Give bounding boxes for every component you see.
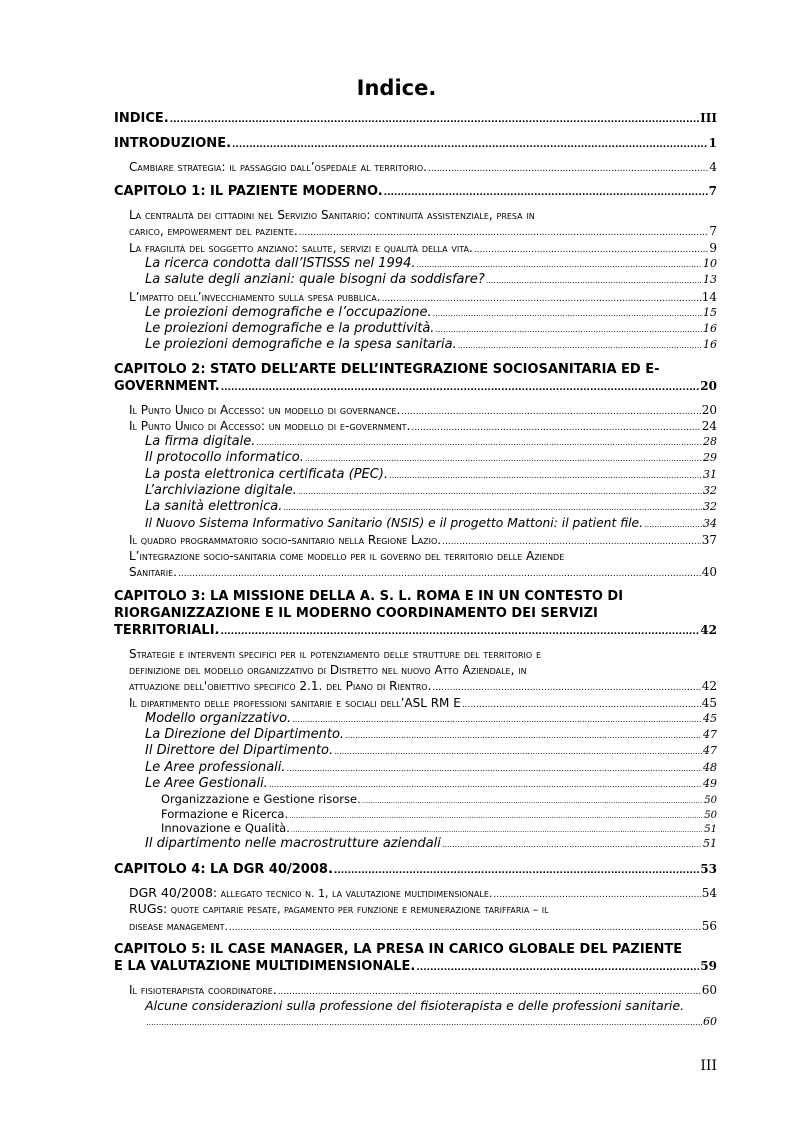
toc-entry-title-cont: GOVERNMENT. bbox=[114, 379, 220, 394]
table-of-contents bbox=[114, 0, 717, 1040]
toc-entry-title-sc: quote capitarie pesate, pagamento per funzione e remunerazione tariffaria – il bbox=[167, 903, 549, 916]
toc-entry-page: 51 bbox=[704, 824, 717, 835]
toc-entry-page: 42 bbox=[701, 679, 717, 693]
toc-entry[interactable] bbox=[114, 207, 717, 241]
toc-entry[interactable] bbox=[114, 159, 717, 177]
toc-entry-page: 40 bbox=[701, 565, 717, 579]
toc-entry[interactable] bbox=[114, 901, 717, 936]
toc-entry-title: CAPITOLO 3: LA MISSIONE DELLA A. S. L. ROMA E IN UN CONTESTO DI bbox=[114, 589, 624, 604]
toc-entry-title: Le Aree professionali. bbox=[145, 760, 286, 775]
toc-entry-title: L’integrazione socio-sanitaria come modello per il governo del territorio delle Aziende bbox=[129, 549, 565, 563]
toc-entry-title: La Direzione del Dipartimento. bbox=[145, 727, 345, 742]
toc-entry-title: La salute degli anziani: quale bisogni da soddisfare? bbox=[145, 272, 485, 287]
toc-entry[interactable] bbox=[114, 483, 717, 500]
toc-entry-title: CAPITOLO 4: LA DGR 40/2008. bbox=[114, 862, 333, 877]
toc-entry[interactable] bbox=[114, 361, 717, 397]
toc-entry-title: Il Nuovo Sistema Informativo Sanitario (NSIS) e il progetto Mattoni: il patient file. bbox=[145, 516, 644, 530]
toc-entry-title-cont: definizione del modello organizzativo di Distretto nel nuovo Atto Aziendale, in bbox=[129, 663, 527, 677]
toc-entry[interactable] bbox=[114, 588, 717, 641]
toc-entry[interactable] bbox=[114, 941, 717, 977]
toc-entry-title: Innovazione e Qualità. bbox=[161, 821, 290, 835]
toc-entry-page: 60 bbox=[703, 1015, 717, 1028]
toc-entry[interactable] bbox=[114, 499, 717, 516]
toc-entry[interactable] bbox=[114, 760, 717, 777]
toc-entry-page: 51 bbox=[703, 837, 717, 850]
toc-entry-page: 48 bbox=[703, 761, 717, 774]
toc-entry-page: 50 bbox=[704, 810, 717, 821]
toc-entry-title: Il dipartimento nelle macrostrutture aziendali bbox=[145, 836, 441, 851]
toc-entry[interactable] bbox=[114, 434, 717, 451]
toc-entry-title: Le proiezioni demografiche e la spesa sanitaria. bbox=[145, 337, 457, 352]
toc-entry-title: Il dipartimento delle professioni sanitarie e sociali dell’ASL RM E bbox=[129, 696, 461, 710]
toc-entry-page: 28 bbox=[703, 435, 717, 448]
toc-entry[interactable] bbox=[114, 183, 717, 202]
toc-entry-title: INTRODUZIONE. bbox=[114, 136, 232, 151]
toc-entry-page: 4 bbox=[709, 160, 717, 174]
toc-entry-title: Cambiare strategia: il passaggio dall’ospedale al territorio. bbox=[129, 160, 427, 174]
toc-entry-title: CAPITOLO 5: IL CASE MANAGER, LA PRESA IN CARICO GLOBALE DEL PAZIENTE bbox=[114, 942, 683, 957]
toc-entry-title: Il Punto Unico di Accesso: un modello di governance. bbox=[129, 403, 401, 417]
toc-entry[interactable] bbox=[114, 727, 717, 744]
toc-entry-page: 34 bbox=[703, 517, 717, 530]
toc-entry[interactable] bbox=[114, 450, 717, 467]
toc-entry-page: 47 bbox=[703, 728, 717, 741]
toc-entry-title-cont: carico, empowerment del paziente. bbox=[129, 224, 298, 238]
page-title: Indice. bbox=[356, 76, 437, 100]
toc-entry-title: Organizzazione e Gestione risorse. bbox=[161, 792, 361, 806]
toc-entry[interactable] bbox=[114, 135, 717, 154]
toc-entry-page: 54 bbox=[701, 886, 717, 900]
toc-entry[interactable] bbox=[114, 646, 717, 696]
toc-entry-page: 42 bbox=[700, 623, 717, 637]
toc-entry-page: 29 bbox=[703, 451, 717, 464]
toc-entry-title-cont: E LA VALUTAZIONE MULTIDIMENSIONALE. bbox=[114, 959, 416, 974]
toc-entry-title-cont: attuazione dell'obiettivo specifico 2.1. del Piano di Rientro. bbox=[129, 679, 432, 693]
toc-entry[interactable] bbox=[114, 548, 717, 582]
toc-entry-title-cont: RIORGANIZZAZIONE E IL MODERNO COORDINAMENTO DEI SERVIZI bbox=[114, 606, 598, 621]
toc-entry-page: 10 bbox=[703, 257, 717, 270]
toc-entry-title: Formazione e Ricerca. bbox=[161, 807, 289, 821]
toc-entry-title: CAPITOLO 1: IL PAZIENTE MODERNO. bbox=[114, 184, 383, 199]
toc-entry[interactable] bbox=[114, 743, 717, 760]
toc-entry-page: 7 bbox=[708, 184, 717, 198]
toc-entry-page: 49 bbox=[703, 777, 717, 790]
toc-entry-page: III bbox=[700, 111, 717, 125]
toc-entry-title: Le proiezioni demografiche e la produttività. bbox=[145, 321, 435, 336]
toc-entry-title: Il Punto Unico di Accesso: un modello di e-government. bbox=[129, 419, 411, 433]
toc-entry-page: 37 bbox=[701, 533, 717, 547]
toc-entry-title bbox=[129, 885, 492, 902]
toc-entry-page: 16 bbox=[703, 322, 717, 335]
toc-entry-page: 16 bbox=[703, 338, 717, 351]
toc-entry-title: Il fisioterapista coordinatore. bbox=[129, 983, 277, 997]
toc-entry[interactable] bbox=[114, 110, 717, 129]
toc-entry[interactable] bbox=[114, 467, 717, 484]
toc-entry-page: 32 bbox=[703, 500, 717, 513]
toc-entry-page: 13 bbox=[703, 273, 717, 286]
toc-entry-title: Il quadro programmatorio socio-sanitario nella Regione Lazio. bbox=[129, 533, 442, 547]
toc-entry-title: L’impatto dell’invecchiamento sulla spesa pubblica. bbox=[129, 290, 381, 304]
toc-entry-title: Strategie e interventi specifici per il potenziamento delle strutture del territorio e bbox=[129, 647, 542, 661]
toc-entry[interactable] bbox=[114, 861, 717, 880]
toc-entry[interactable] bbox=[114, 337, 717, 354]
toc-entry-title: Modello organizzativo. bbox=[145, 711, 292, 726]
toc-entry-title-cont: disease management. bbox=[129, 920, 229, 933]
toc-entry-page: 7 bbox=[709, 224, 717, 238]
toc-entry-title: La ricerca condotta dall’ISTISSS nel 1994. bbox=[145, 256, 416, 271]
toc-entry-page: 20 bbox=[701, 403, 717, 417]
toc-entry-page: 24 bbox=[701, 419, 717, 433]
toc-entry-page: 32 bbox=[703, 484, 717, 497]
page-number: III bbox=[700, 1058, 717, 1074]
toc-entry-title: Alcune considerazioni sulla professione del fisioterapista e delle professioni sanitarie. bbox=[145, 998, 685, 1013]
toc-entry-page: 14 bbox=[701, 290, 717, 304]
toc-entry[interactable] bbox=[114, 836, 717, 853]
toc-entry-page: 47 bbox=[703, 744, 717, 757]
toc-entry-page: 31 bbox=[703, 468, 717, 481]
toc-entry-page: 45 bbox=[703, 712, 717, 725]
toc-entry-title-main: DGR 40/2008: bbox=[129, 885, 218, 900]
toc-entry[interactable] bbox=[114, 305, 717, 322]
toc-entry-title: Il protocollo informatico. bbox=[145, 450, 304, 465]
toc-entry-page: 59 bbox=[700, 959, 717, 973]
toc-entry-page: 15 bbox=[703, 306, 717, 319]
toc-entry[interactable] bbox=[114, 321, 717, 338]
toc-entry-title: La posta elettronica certificata (PEC). bbox=[145, 467, 389, 482]
toc-entry-title-cont: TERRITORIALI. bbox=[114, 623, 220, 638]
toc-entry[interactable] bbox=[114, 998, 717, 1031]
toc-entry[interactable] bbox=[114, 256, 717, 273]
toc-entry[interactable] bbox=[114, 272, 717, 289]
toc-entry-title-cont: Sanitarie. bbox=[129, 565, 177, 579]
toc-entry-title bbox=[129, 901, 717, 918]
toc-entry-page: 20 bbox=[700, 379, 717, 393]
toc-entry-title-main: RUGs: bbox=[129, 901, 168, 916]
toc-entry[interactable] bbox=[114, 711, 717, 728]
toc-entry-title: La firma digitale. bbox=[145, 434, 256, 449]
toc-entry-title: Il Direttore del Dipartimento. bbox=[145, 743, 334, 758]
toc-entry-title: CAPITOLO 2: STATO DELL’ARTE DELL’INTEGRAZIONE SOCIOSANITARIA ED E- bbox=[114, 362, 660, 377]
toc-entry[interactable] bbox=[114, 515, 717, 533]
toc-entry-title: La sanità elettronica. bbox=[145, 499, 283, 514]
toc-entry-title: Le Aree Gestionali. bbox=[145, 776, 268, 791]
toc-entry-page: 45 bbox=[701, 696, 717, 710]
toc-entry-page: 56 bbox=[701, 919, 717, 933]
toc-entry-page: 50 bbox=[704, 795, 717, 806]
toc-entry-title: La centralità dei cittadini nel Servizio Sanitario: continuità assistenziale, presa in bbox=[129, 208, 535, 222]
toc-entry-page: 60 bbox=[701, 983, 717, 997]
toc-entry-page: 1 bbox=[708, 136, 717, 150]
toc-entry[interactable] bbox=[114, 776, 717, 793]
toc-entry-title: L’archiviazione digitale. bbox=[145, 483, 297, 498]
toc-entry-title: Le proiezioni demografiche e l’occupazione. bbox=[145, 305, 432, 320]
toc-entry-title: INDICE. bbox=[114, 111, 169, 126]
toc-entry-page: 53 bbox=[700, 862, 717, 876]
toc-entry-page: 9 bbox=[709, 241, 717, 255]
toc-entry-title-sc: allegato tecnico n. 1, la valutazione multidimensionale. bbox=[217, 887, 493, 900]
toc-entry-title: La fragilità del soggetto anziano: salute, servizi e qualità della vita. bbox=[129, 241, 473, 255]
